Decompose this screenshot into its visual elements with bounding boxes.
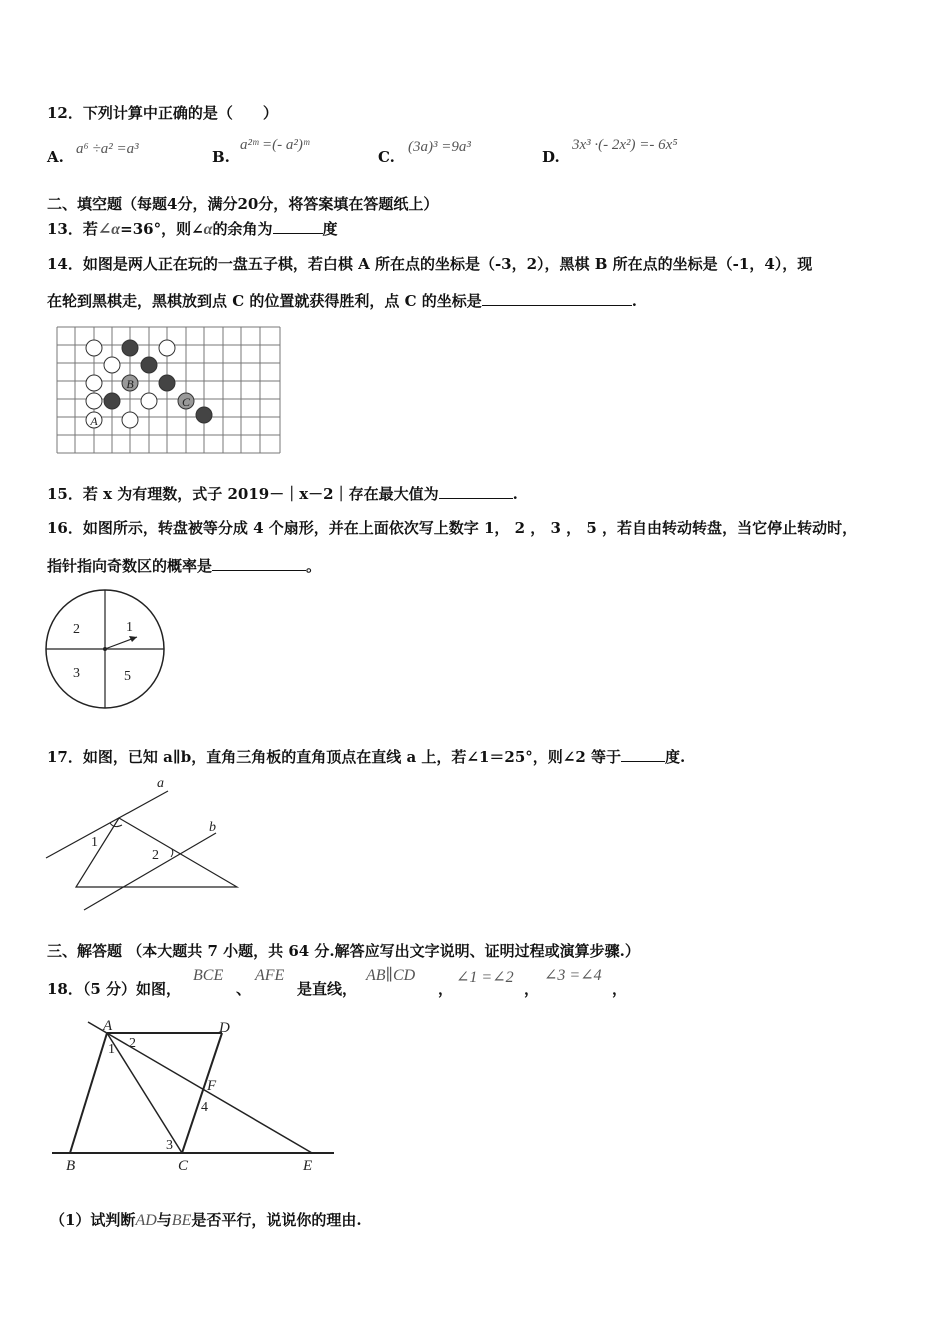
q16-answer-blank[interactable]: [212, 556, 306, 571]
q17: [47, 747, 685, 767]
white-stone: [86, 375, 102, 391]
black-stone: [159, 375, 175, 391]
q17-pre: 17．如图，已知 a∥b，直角三角板的直角顶点在直线 a 上，若∠1＝25°，则∠2 等于: [47, 748, 622, 766]
gomoku-board-figure: [55, 325, 283, 457]
q17-answer-blank[interactable]: [621, 747, 665, 762]
q16-line1: 16．如图所示，转盘被等分成 4 个扇形，并在上面依次写上数字 1， 2 ， 3 ， 5 ，若自由转动转盘，当它停止转动时，: [47, 519, 858, 537]
q13: [47, 219, 338, 240]
q13-unit: 度: [322, 220, 338, 238]
q16-line2-text: 指针指向奇数区的概率是: [47, 557, 213, 575]
point-c: C: [178, 1158, 189, 1174]
line-b: [84, 833, 216, 910]
white-stone: [159, 340, 175, 356]
section-2-heading: 二、填空题（每题4分，满分20分，将答案填在答题纸上）: [47, 195, 439, 213]
q14-line2: [47, 291, 637, 311]
q14-line2-text: 在轮到黑棋走，黑棋放到点 C 的位置就获得胜利，点 C 的坐标是: [47, 292, 482, 310]
line-a: [46, 791, 168, 858]
q18-sub1-post: 是否平行，说说你的理由.: [191, 1211, 362, 1229]
point-a: A: [103, 1018, 113, 1034]
q18-bce: BCE: [193, 967, 224, 984]
white-stone: [86, 340, 102, 356]
point-b: B: [66, 1158, 76, 1174]
q18-comma-2: ，: [524, 980, 540, 998]
segment-ab: [70, 1033, 107, 1153]
q16-end: 。: [306, 557, 322, 575]
angle-1-label: 1: [91, 835, 98, 850]
q18-sub1-pre: （1）试判断: [50, 1211, 136, 1229]
sector-1: 1: [126, 620, 133, 635]
label-a: A: [90, 414, 98, 428]
q14-end: .: [631, 292, 638, 310]
q16-line2: [47, 556, 321, 576]
q12-option-a-label: A.: [47, 148, 64, 166]
q13-pre: 13．若: [47, 220, 98, 238]
q14-answer-blank[interactable]: [482, 291, 632, 306]
section-3-heading: 三、解答题 （本大题共 7 小题，共 64 分.解答应写出文字说明、证明过程或演算步骤.）: [47, 942, 640, 960]
sector-3: 3: [73, 666, 80, 681]
q13-mid: =36°，则∠: [120, 220, 204, 238]
label-a: a: [157, 776, 164, 791]
q18-sub1-mid: 与: [156, 1211, 172, 1229]
q18-comma-1: ，: [438, 980, 454, 998]
q18-comma-3: ，: [612, 980, 628, 998]
q12-stem: 12．下列计算中正确的是（ ）: [47, 104, 278, 122]
black-stone: [122, 340, 138, 356]
angle-1: 1: [108, 1042, 115, 1057]
sector-5: 5: [124, 669, 131, 684]
angle-4: 4: [201, 1100, 208, 1115]
q18-sep: 、: [236, 980, 252, 998]
q18-sub1: [50, 1210, 362, 1231]
q13-post: 的余角为: [212, 220, 273, 238]
q18-mid: 是直线，: [297, 980, 358, 998]
angle-3: 3: [166, 1138, 173, 1153]
q14-line1: 14．如图是两人正在玩的一盘五子棋，若白棋 A 所在点的坐标是（-3，2），黑棋 B 所在点的坐标是（-1，4），现: [47, 255, 813, 273]
white-stone: [141, 393, 157, 409]
q15-answer-blank[interactable]: [439, 484, 513, 499]
label-c: C: [181, 395, 191, 409]
parallel-lines-figure: [44, 775, 244, 915]
q18-sub1-be: BE: [171, 1212, 192, 1229]
q12-option-c-label: C.: [378, 148, 395, 166]
q12-option-b-expr: a²ᵐ =(- a²)ᵐ: [240, 137, 310, 153]
geometry-figure: [46, 1012, 346, 1177]
q13-angle: ∠α: [97, 221, 121, 238]
q15-end: .: [512, 485, 518, 503]
line-afe: [88, 1022, 312, 1153]
sector-2: 2: [73, 622, 80, 637]
angle-2-label: 2: [152, 848, 159, 863]
q12-option-c-expr: (3a)³ =9a³: [408, 139, 471, 155]
point-e: E: [303, 1158, 313, 1174]
q12-option-d-expr: 3x³ ·(- 2x²) =- 6x⁵: [572, 137, 678, 153]
q12-option-d-label: D.: [542, 148, 560, 166]
white-stone: [104, 357, 120, 373]
label-b: b: [209, 820, 216, 835]
black-stone: [104, 393, 120, 409]
q17-post: 度.: [665, 748, 686, 766]
q15: [47, 484, 518, 504]
white-stone: [86, 393, 102, 409]
q13-alpha: α: [203, 221, 213, 238]
black-stone: [196, 407, 212, 423]
q18-afe: AFE: [255, 967, 285, 984]
q18-sub1-ad: AD: [135, 1212, 157, 1229]
white-stone: [122, 412, 138, 428]
angle-2: 2: [129, 1036, 136, 1051]
point-d: D: [219, 1020, 230, 1036]
q15-text: 15．若 x 为有理数，式子 2019－｜x－2｜存在最大值为: [47, 485, 439, 503]
point-f: F: [207, 1078, 217, 1094]
q18-cond3: ∠3 =∠4: [544, 967, 602, 984]
label-b: B: [126, 377, 134, 391]
q12-option-a-expr: a⁶ ÷a² =a³: [76, 141, 139, 157]
q18-cond2: ∠1 =∠2: [456, 969, 514, 986]
q18-cond1: AB∥CD: [366, 967, 416, 984]
q13-answer-blank[interactable]: [273, 219, 323, 234]
q18-pre: 18．（5 分）如图，: [47, 980, 182, 998]
spinner-figure: [44, 588, 168, 712]
segment-ac: [107, 1033, 182, 1153]
q12-option-b-label: B.: [212, 148, 230, 166]
black-stone: [141, 357, 157, 373]
